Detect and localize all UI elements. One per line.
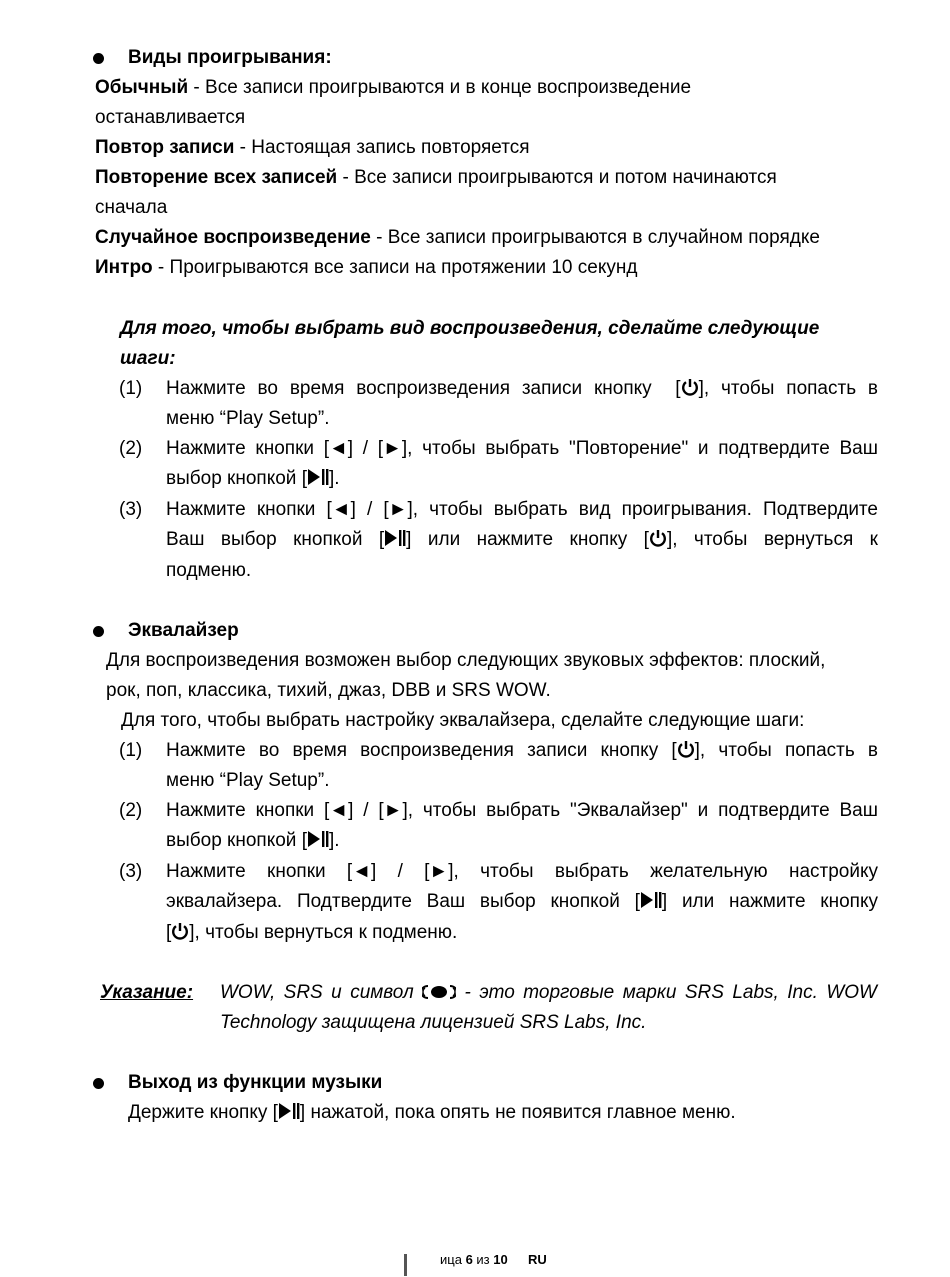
play-pause-icon <box>640 891 662 909</box>
bullet <box>93 1078 104 1089</box>
page-total: 10 <box>493 1252 508 1267</box>
eq-step-3-line-3 <box>166 918 457 948</box>
power-icon <box>171 922 189 940</box>
step-number: (1) <box>119 740 143 761</box>
footer-divider <box>404 1254 407 1276</box>
mode-repeat-all-desc-cont: сначала <box>95 197 168 218</box>
eq-step-2-line-2 <box>166 826 340 856</box>
steps-title-playback-cont: шаги: <box>120 348 176 369</box>
step-text: выбор кнопкой [ <box>166 468 307 489</box>
step-1-line-1: Нажмите во время воспроизведения записи кнопку [ ], чтобы попасть в <box>166 378 879 399</box>
section-heading-equalizer: Эквалайзер <box>128 620 239 641</box>
section-heading-exit-music: Выход из функции музыки <box>128 1072 383 1093</box>
exit-music-text <box>128 1098 736 1128</box>
mode-normal-desc: - Все записи проигрываются и в конце воспроизведение <box>188 77 692 98</box>
mode-shuffle-desc: - Все записи проигрываются в случайном порядке <box>370 227 820 248</box>
step-text: ], чтобы вернуться к подменю. <box>189 922 458 943</box>
page-of: из <box>472 1252 494 1267</box>
play-pause-icon <box>278 1102 300 1120</box>
section-heading-playback-modes: Виды проигрывания: <box>128 47 332 68</box>
mode-normal-term: Обычный <box>95 77 189 98</box>
bullet <box>93 626 104 637</box>
mode-repeat-all-term: Повторение всех записей <box>95 167 338 188</box>
note-text: WOW, SRS и символ <box>220 982 414 1003</box>
steps-title-equalizer: Для того, чтобы выбрать настройку эквалайзера, сделайте следующие шаги: <box>121 710 805 731</box>
step-number: (3) <box>119 499 143 520</box>
mode-normal-desc-cont: останавливается <box>95 107 246 128</box>
page-number <box>440 1252 508 1268</box>
step-text: ], чтобы вернуться к <box>666 529 878 550</box>
step-1-line-2: меню “Play Setup”. <box>166 408 330 429</box>
step-number: (2) <box>119 438 143 459</box>
play-pause-icon <box>307 468 329 486</box>
note-line-2: Technology защищена лицензией SRS Labs, Inc. <box>220 1012 647 1033</box>
mode-intro-line <box>95 253 637 283</box>
step-text: [ <box>166 922 172 943</box>
language-code: RU <box>528 1252 547 1267</box>
bullet <box>93 53 104 64</box>
mode-repeat-one-desc: - Настоящая запись повторяется <box>234 137 530 158</box>
equalizer-intro-line-1: Для воспроизведения возможен выбор следующих звуковых эффектов: плоский, <box>106 650 826 671</box>
mode-normal-line <box>95 73 691 103</box>
note-label: Указание: <box>100 982 194 1003</box>
note-text: - это торговые марки SRS Labs, Inc. WOW <box>456 982 877 1003</box>
step-text: ]. <box>328 830 340 851</box>
power-icon <box>681 378 699 396</box>
mode-intro-desc: - Проигрываются все записи на протяжении 10 секунд <box>152 257 638 278</box>
play-pause-icon <box>307 830 329 848</box>
power-icon <box>649 529 667 547</box>
play-pause-icon <box>384 529 406 547</box>
step-text: ] или нажмите кнопку <box>661 891 878 912</box>
step-text: Нажмите во время воспроизведения записи кнопку [ <box>166 740 677 761</box>
eq-step-3-line-2 <box>166 887 878 917</box>
step-3-line-2 <box>166 525 878 555</box>
equalizer-intro-line-2: рок, поп, классика, тихий, джаз, DBB и SRS WOW. <box>106 680 551 701</box>
mode-shuffle-line <box>95 223 820 253</box>
step-number: (2) <box>119 800 143 821</box>
exit-text: ] нажатой, пока опять не появится главное меню. <box>299 1102 736 1123</box>
step-3-line-3: подменю. <box>166 560 252 581</box>
step-2-line-2 <box>166 464 340 494</box>
step-text: ] или нажмите кнопку [ <box>406 529 649 550</box>
step-text: ], чтобы попасть в <box>694 740 878 761</box>
mode-repeat-all-line <box>95 163 777 193</box>
mode-intro-term: Интро <box>95 257 153 278</box>
mode-repeat-all-desc: - Все записи проигрываются и потом начинаются <box>337 167 777 188</box>
mode-repeat-one-line <box>95 133 530 163</box>
step-3-line-1: Нажмите кнопки [◄] / [►], чтобы выбрать вид проигрывания. Подтвердите <box>166 499 878 520</box>
exit-text: Держите кнопку [ <box>128 1102 278 1123</box>
eq-step-2-line-1: Нажмите кнопки [◄] / [►], чтобы выбрать "Эквалайзер" и подтвердите Ваш <box>166 800 878 821</box>
steps-title-playback: Для того, чтобы выбрать вид воспроизведения, сделайте следующие <box>120 318 820 339</box>
step-number: (3) <box>119 861 143 882</box>
eq-step-3-line-1: Нажмите кнопки [◄] / [►], чтобы выбрать желательную настройку <box>166 861 878 882</box>
step-text: Нажмите во время воспроизведения записи кнопку <box>166 378 652 399</box>
srs-logo <box>422 984 456 1000</box>
eq-step-1-line-1 <box>166 736 878 766</box>
page-prefix: ица <box>440 1252 466 1267</box>
step-text: ]. <box>328 468 340 489</box>
step-text: ], чтобы попасть в <box>698 378 879 399</box>
eq-step-1-line-2: меню “Play Setup”. <box>166 770 330 791</box>
step-text: Ваш выбор кнопкой [ <box>166 529 385 550</box>
step-text: выбор кнопкой [ <box>166 830 307 851</box>
step-number: (1) <box>119 378 143 399</box>
note-line-1 <box>220 978 877 1008</box>
power-icon <box>677 740 695 758</box>
step-2-line-1: Нажмите кнопки [◄] / [►], чтобы выбрать "Повторение" и подтвердите Ваш <box>166 438 878 459</box>
page-current: 6 <box>465 1252 473 1267</box>
mode-repeat-one-term: Повтор записи <box>95 137 235 158</box>
step-text: эквалайзера. Подтвердите Ваш выбор кнопкой [ <box>166 891 640 912</box>
mode-shuffle-term: Случайное воспроизведение <box>95 227 371 248</box>
